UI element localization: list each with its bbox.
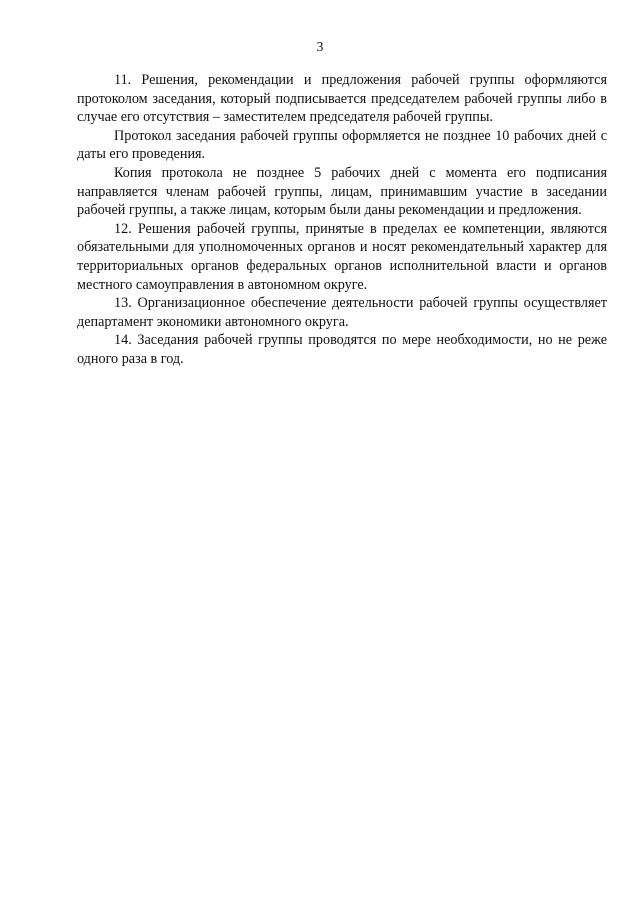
paragraph-12: 12. Решения рабочей группы, принятые в пределах ее компетенции, являются обязательными для уполномоченных органов и носят рекомендательный характер для территориальных органов федеральных органов исполнительной власти и органов местного самоуправления в автономном округе.	[77, 220, 607, 293]
paragraph-11: 11. Решения, рекомендации и предложения рабочей группы оформляются протоколом заседания, который подписывается председателем рабочей группы либо в случае его отсутствия – заместителем председателя рабочей группы.	[77, 72, 607, 126]
paragraph-protocol-copy: Копия протокола не позднее 5 рабочих дней с момента его подписания направляется членам рабочей группы, лицам, принимавшим участие в заседании рабочей группы, а также лицам, которым были даны рекомендации и предложения.	[77, 164, 607, 219]
paragraph-14: 14. Заседания рабочей группы проводятся по мере необходимости, но не реже одного раза в год.	[77, 332, 607, 367]
paragraph-13: 13. Организационное обеспечение деятельности рабочей группы осуществляет департамент экономики автономного округа.	[77, 295, 607, 330]
document-body	[77, 71, 607, 369]
page-number: 3	[316, 39, 324, 54]
paragraph-protocol-deadline: Протокол заседания рабочей группы оформляется не позднее 10 рабочих дней с даты его проведения.	[77, 127, 607, 163]
